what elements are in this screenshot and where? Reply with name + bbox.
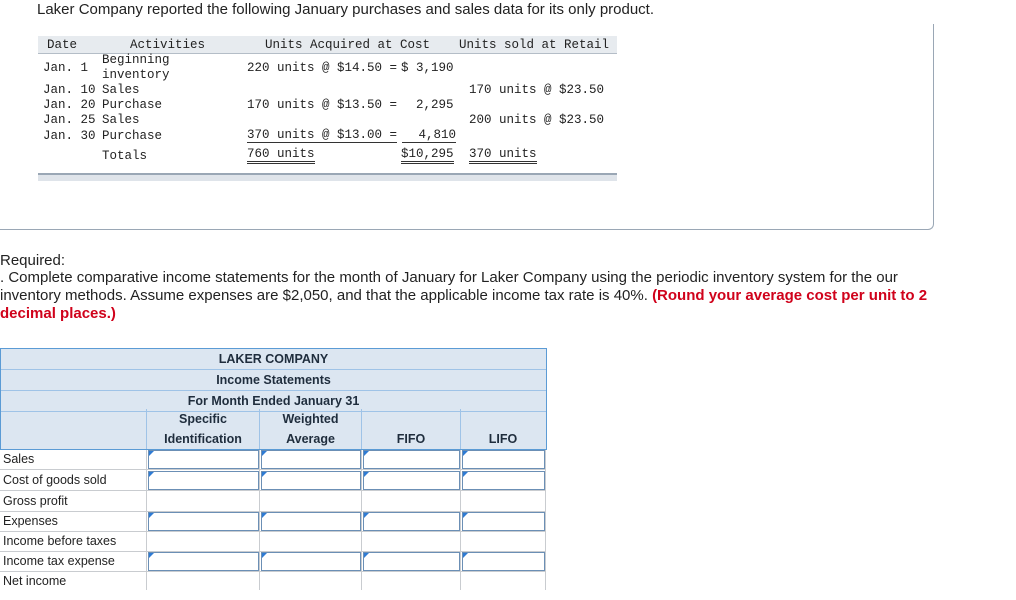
totals-amount: $10,295: [401, 147, 454, 164]
tax-specific-input[interactable]: [148, 552, 259, 571]
row-gross-profit: [0, 491, 545, 512]
cogs-fifo-input[interactable]: [363, 471, 460, 490]
cogs-specific-input[interactable]: [148, 471, 259, 490]
col-specific-line1: Specific: [179, 412, 227, 426]
row3-date: Jan. 20: [43, 98, 96, 112]
row3-amount: 2,295: [416, 98, 454, 112]
row-expenses: [0, 511, 545, 532]
row2-sold: 170 units @ $23.50: [469, 83, 605, 97]
row3-acquired: 170 units @ $13.50 =: [247, 98, 398, 112]
row3-activity: Purchase: [102, 98, 163, 112]
row4-activity: Sales: [102, 113, 140, 127]
row-cogs: [0, 470, 545, 491]
row4-date: Jan. 25: [43, 113, 96, 127]
col-specific-line2: Identification: [164, 432, 242, 446]
row-income-tax: [0, 551, 545, 572]
expenses-weighted-input[interactable]: [261, 512, 361, 531]
label-gross-profit: Gross profit: [3, 494, 68, 508]
required-rounding-note: (Round your average cost per unit to 2 decimal places.): [0, 287, 928, 322]
row4-sold: 200 units @ $23.50: [469, 113, 605, 127]
expenses-lifo-input[interactable]: [462, 512, 545, 531]
grid-line: [545, 450, 546, 590]
col-lifo: LIFO: [488, 432, 518, 446]
required-body: . Complete comparative income statements for the month of January for Laker Company using the periodic inventory system for the our inventory methods. Assume expenses are $2,050, and that the applicable income tax rate is 40%.: [0, 269, 898, 304]
tax-lifo-input[interactable]: [462, 552, 545, 571]
col-fifo: FIFO: [396, 432, 426, 446]
cogs-weighted-input[interactable]: [261, 471, 361, 490]
sales-weighted-input[interactable]: [261, 450, 361, 469]
tax-fifo-input[interactable]: [363, 552, 460, 571]
label-income-before-taxes: Income before taxes: [3, 534, 117, 548]
label-income-tax: Income tax expense: [3, 554, 115, 568]
header-date: Date: [47, 38, 78, 52]
header-units-acquired: Units Acquired at Cost: [265, 38, 431, 52]
row-income-before-taxes: [0, 531, 545, 552]
label-sales: Sales: [3, 452, 35, 466]
row5-amount: 4,810: [402, 128, 456, 143]
intro-text: Laker Company reported the following January purchases and sales data for its only product.: [37, 1, 655, 18]
col-weighted-line1: Weighted: [282, 412, 339, 426]
row1-date: Jan. 1: [43, 61, 89, 75]
sales-lifo-input[interactable]: [462, 450, 545, 469]
header-units-sold: Units sold at Retail: [459, 38, 610, 52]
expenses-fifo-input[interactable]: [363, 512, 460, 531]
expenses-specific-input[interactable]: [148, 512, 259, 531]
row1-amount: $ 3,190: [401, 61, 454, 75]
row5-acquired: 370 units @ $13.00 =: [247, 128, 398, 142]
row-sales: [0, 449, 545, 470]
row-net-income: [0, 571, 545, 591]
label-cogs: Cost of goods sold: [3, 473, 107, 487]
statement-period: For Month Ended January 31: [1, 391, 546, 412]
sales-specific-input[interactable]: [148, 450, 259, 469]
totals-sold: 370 units: [469, 147, 537, 164]
col-weighted-line2: Average: [286, 432, 335, 446]
row2-date: Jan. 10: [43, 83, 96, 97]
row2-activity: Sales: [102, 83, 140, 97]
required-text: [0, 269, 935, 323]
tax-weighted-input[interactable]: [261, 552, 361, 571]
statement-title: Income Statements: [1, 370, 546, 391]
row1-activity-line2: inventory: [102, 68, 170, 82]
sales-fifo-input[interactable]: [363, 450, 460, 469]
totals-acquired: 760 units: [247, 147, 315, 164]
row5-date: Jan. 30: [43, 129, 96, 143]
totals-label: Totals: [102, 149, 148, 163]
label-net-income: Net income: [3, 574, 67, 588]
table-bottom-bar: [38, 173, 617, 181]
header-activities: Activities: [130, 38, 206, 52]
required-heading: Required:: [0, 252, 66, 269]
row5-activity: Purchase: [102, 129, 163, 143]
row1-acquired: 220 units @ $14.50 =: [247, 61, 398, 75]
cogs-lifo-input[interactable]: [462, 471, 545, 490]
label-expenses: Expenses: [3, 514, 58, 528]
row1-activity-line1: Beginning: [102, 53, 170, 67]
company-name: LAKER COMPANY: [1, 349, 546, 370]
